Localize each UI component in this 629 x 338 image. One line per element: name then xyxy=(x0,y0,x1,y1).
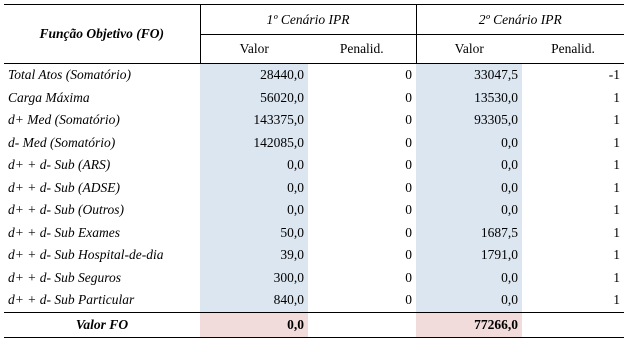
total-row xyxy=(4,312,624,337)
table-row xyxy=(4,267,624,290)
table-body xyxy=(4,64,624,313)
scenario-1-penalty: 0 xyxy=(405,89,412,105)
scenario-1-penalty: 0 xyxy=(405,134,412,150)
row-label: d+ + d- Sub (ADSE) xyxy=(8,179,120,195)
scenario-2-value: 0,0 xyxy=(416,289,522,312)
scenario-2-penalty: 1 xyxy=(613,89,620,105)
table-row xyxy=(4,244,624,267)
scenario-2-value: 0,0 xyxy=(416,177,522,200)
scenario-2-penalty: 1 xyxy=(613,179,620,195)
scenario-2-valor-header: Valor xyxy=(416,35,522,64)
scenario-1-penalty: 0 xyxy=(405,112,412,128)
scenario-2-value: 0,0 xyxy=(416,154,522,177)
row-label: d+ + d- Sub Particular xyxy=(8,292,135,308)
row-label: Carga Máxima xyxy=(8,89,90,105)
row-label: d+ + d- Sub Seguros xyxy=(8,269,121,285)
scenario-2-value: 33047,5 xyxy=(416,64,522,87)
scenario-2-value: 1687,5 xyxy=(416,222,522,245)
total-value-scenario-2: 77266,0 xyxy=(416,312,522,337)
scenario-2-penalty: 1 xyxy=(613,112,620,128)
header-row-scenarios xyxy=(4,5,624,35)
scenario-2-value: 0,0 xyxy=(416,199,522,222)
table-row xyxy=(4,177,624,200)
row-label: d+ + d- Sub (ARS) xyxy=(8,157,111,173)
total-empty-1 xyxy=(308,312,416,337)
scenario-2-penalty: 1 xyxy=(613,247,620,263)
table-row xyxy=(4,289,624,312)
scenario-1-value: 39,0 xyxy=(200,244,308,267)
row-label: d+ + d- Sub (Outros) xyxy=(8,202,124,218)
row-label: d+ + d- Sub Hospital-de-dia xyxy=(8,247,164,263)
scenario-2-penalty: 1 xyxy=(613,157,620,173)
scenario-2-value: 1791,0 xyxy=(416,244,522,267)
scenario-2-value: 13530,0 xyxy=(416,87,522,110)
table-row xyxy=(4,109,624,132)
total-empty-2 xyxy=(522,312,624,337)
scenario-1-value: 0,0 xyxy=(200,154,308,177)
scenario-2-penalty: -1 xyxy=(522,64,624,87)
scenario-1-value: 50,0 xyxy=(200,222,308,245)
scenario-1-header: 1º Cenário IPR xyxy=(200,5,416,35)
scenario-1-penalty: 0 xyxy=(308,64,416,87)
table-row xyxy=(4,132,624,155)
row-label: d+ + d- Sub Exames xyxy=(8,224,120,240)
scenario-1-value: 300,0 xyxy=(200,267,308,290)
scenario-1-penalty: 0 xyxy=(405,179,412,195)
scenario-1-penalid-header: Penalid. xyxy=(308,35,416,64)
objective-function-table xyxy=(4,4,624,338)
scenario-2-penalty: 1 xyxy=(613,202,620,218)
row-label: d- Med (Somatório) xyxy=(8,134,116,150)
scenario-1-penalty: 0 xyxy=(405,224,412,240)
scenario-2-header: 2º Cenário IPR xyxy=(416,5,624,35)
table-row xyxy=(4,87,624,110)
scenario-1-valor-header: Valor xyxy=(200,35,308,64)
scenario-1-value: 0,0 xyxy=(200,177,308,200)
scenario-2-value: 93305,0 xyxy=(416,109,522,132)
table-row xyxy=(4,154,624,177)
scenario-2-penalty: 1 xyxy=(613,269,620,285)
scenario-1-penalty: 0 xyxy=(405,157,412,173)
scenario-1-value: 142085,0 xyxy=(200,132,308,155)
scenario-1-value: 28440,0 xyxy=(200,64,308,87)
scenario-1-value: 143375,0 xyxy=(200,109,308,132)
table-title: Função Objetivo (FO) xyxy=(4,5,200,64)
scenario-1-penalty: 0 xyxy=(405,269,412,285)
scenario-1-value: 0,0 xyxy=(200,199,308,222)
scenario-2-value: 0,0 xyxy=(416,132,522,155)
total-label: Valor FO xyxy=(4,312,200,337)
scenario-1-penalty: 0 xyxy=(405,247,412,263)
scenario-1-penalty: 0 xyxy=(405,292,412,308)
scenario-1-penalty: 0 xyxy=(405,202,412,218)
scenario-2-penalty: 1 xyxy=(613,224,620,240)
table-row xyxy=(4,199,624,222)
table-row xyxy=(4,222,624,245)
table-row xyxy=(4,64,624,87)
scenario-2-penalid-header: Penalid. xyxy=(522,35,624,64)
scenario-2-penalty: 1 xyxy=(613,292,620,308)
scenario-2-value: 0,0 xyxy=(416,267,522,290)
scenario-2-penalty: 1 xyxy=(613,134,620,150)
scenario-1-value: 56020,0 xyxy=(200,87,308,110)
total-value-scenario-1: 0,0 xyxy=(200,312,308,337)
row-label: d+ Med (Somatório) xyxy=(8,112,120,128)
scenario-1-value: 840,0 xyxy=(200,289,308,312)
row-label: Total Atos (Somatório) xyxy=(4,64,200,87)
